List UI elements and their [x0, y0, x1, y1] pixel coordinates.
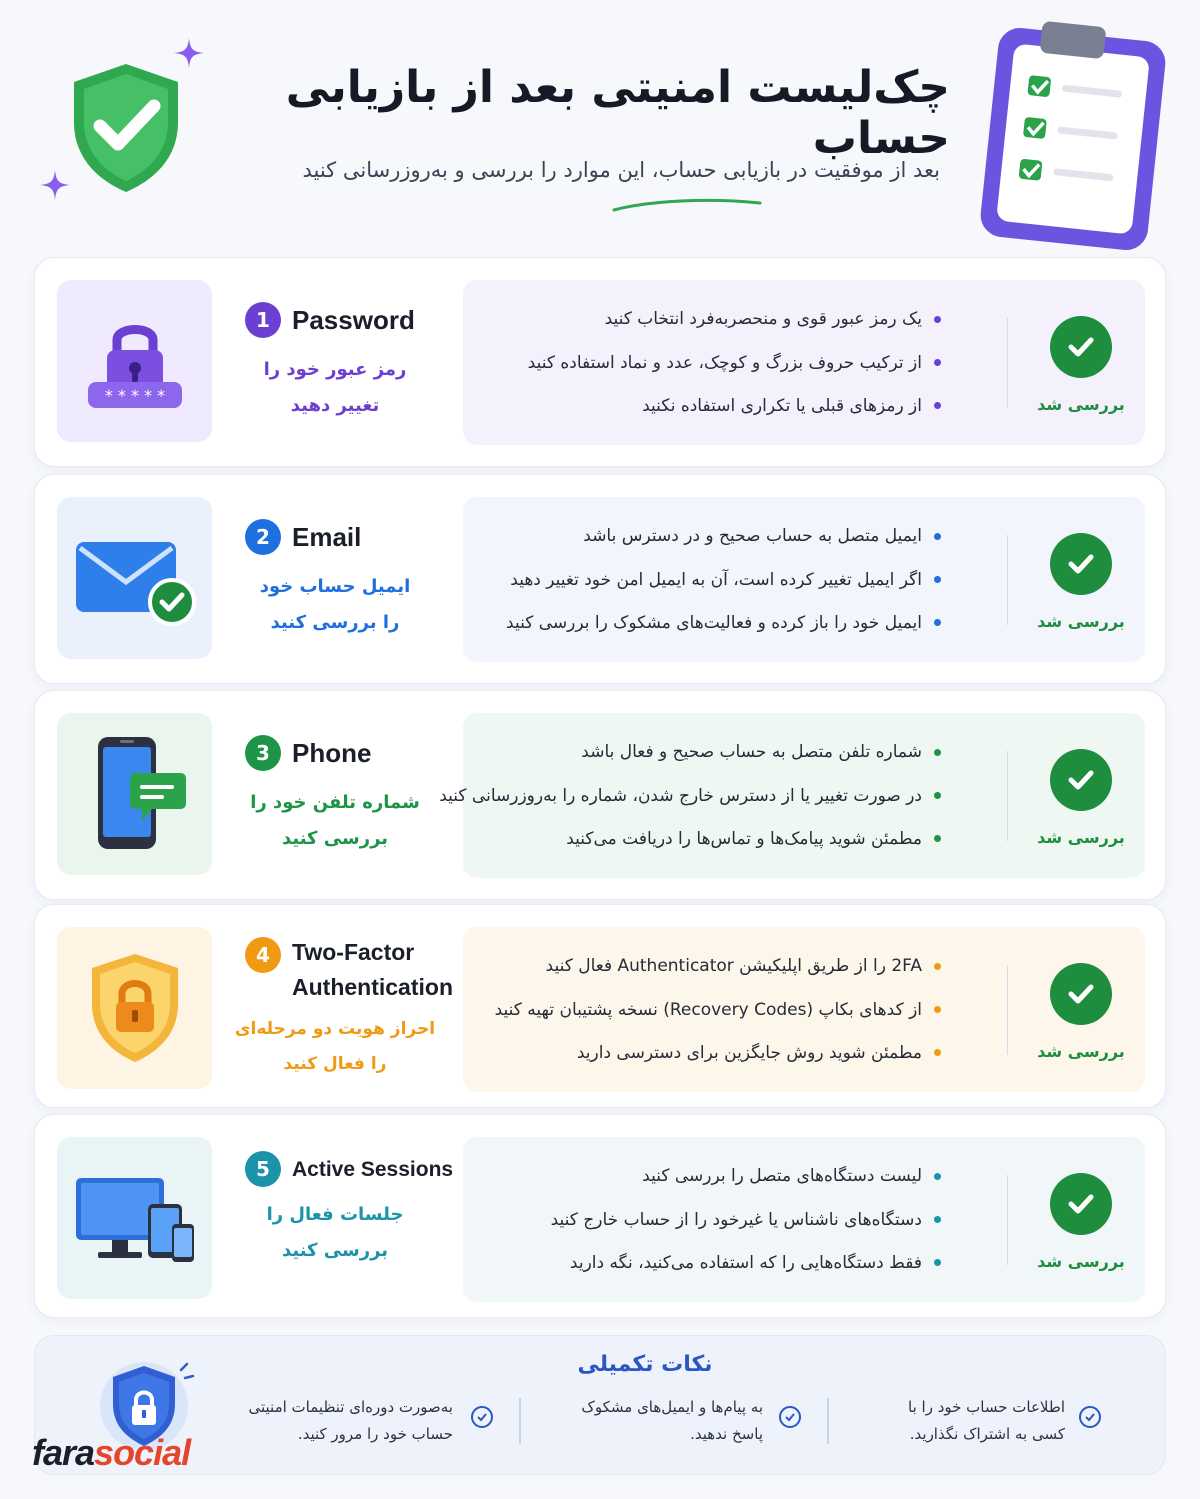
phone-icon-tile: [57, 713, 212, 875]
details-panel: [463, 927, 1145, 1092]
devices-icon: [70, 1168, 200, 1268]
bullet-list: [506, 497, 941, 662]
details-panel: [439, 713, 1145, 878]
tip-item: به‌صورت دوره‌ای تنظیمات امنیتی حساب خود را مرور کنید.: [248, 1398, 453, 1443]
details-panel: [463, 1137, 1145, 1302]
bullet-dot: [934, 1173, 941, 1180]
status-label: بررسی شد: [1037, 612, 1125, 631]
bullet-dot: [934, 316, 941, 323]
item-subtitle-line1: جلسات فعال را: [266, 1204, 404, 1225]
bullet-dot: [934, 576, 941, 583]
tip-item: به پیام‌ها و ایمیل‌های مشکوک پاسخ ندهید.: [581, 1398, 763, 1443]
item-subtitle-line1: رمز عبور خود را: [263, 359, 407, 380]
bullet-item: اگر ایمیل تغییر کرده است، آن به ایمیل امن خود تغییر دهید: [506, 570, 941, 590]
divider: [1007, 535, 1008, 625]
2fa-icon-tile: [57, 927, 212, 1089]
step-number-badge: 3: [245, 735, 281, 771]
bullet-dot: [934, 1049, 941, 1056]
item-subtitle-line1: احراز هویت دو مرحله‌ای: [234, 1019, 436, 1039]
item-subtitle-line2: را فعال کنید: [283, 1054, 387, 1074]
bullet-dot: [934, 792, 941, 799]
divider: [1007, 751, 1008, 841]
checklist-card-sessions: [34, 1114, 1166, 1318]
checkmark-icon: [1050, 1173, 1112, 1235]
bullet-item: ایمیل متصل به حساب صحیح و در دسترس باشد: [506, 526, 941, 546]
clipboard-checklist-icon: [975, 14, 1175, 250]
tip-item: اطلاعات حساب خود را با کسی به اشتراک نگذارید.: [908, 1398, 1065, 1443]
details-panel: [463, 280, 1145, 445]
bullet-dot: [934, 619, 941, 626]
bullet-item: مطمئن شوید روش جایگزین برای دسترسی دارید: [495, 1043, 941, 1063]
bullet-list: [551, 1137, 941, 1302]
item-subtitle-line1: ایمیل حساب خود: [259, 576, 411, 597]
status-label: بررسی شد: [1037, 1252, 1125, 1271]
bullet-dot: [934, 359, 941, 366]
check-circle-icon: [471, 1406, 493, 1428]
bullet-item: ایمیل خود را باز کرده و فعالیت‌های مشکوک را بررسی کنید: [506, 613, 941, 633]
divider: [1007, 1175, 1008, 1265]
page-subtitle: بعد از موفقیت در بازیابی حساب، این موارد را بررسی و به‌روزرسانی کنید: [302, 158, 940, 182]
email-icon-tile: [57, 497, 212, 659]
checklist-card-phone: [34, 690, 1166, 900]
envelope-check-icon: [70, 528, 200, 628]
phone-message-icon: [80, 729, 190, 859]
item-subtitle-line1: شماره تلفن خود را: [250, 792, 420, 813]
item-subtitle-line2: تغییر دهید: [290, 395, 380, 416]
bullet-item: یک رمز عبور قوی و منحصربه‌فرد انتخاب کنید: [528, 309, 941, 329]
bullet-dot: [934, 749, 941, 756]
password-icon-tile: [57, 280, 212, 442]
bullet-dot: [934, 1216, 941, 1223]
extra-tips-box: [34, 1335, 1166, 1475]
bullet-dot: [934, 1006, 941, 1013]
bullet-item: شماره تلفن متصل به حساب صحیح و فعال باشد: [439, 742, 941, 762]
checkmark-icon: [1050, 316, 1112, 378]
details-panel: [463, 497, 1145, 662]
checkmark-icon: [1050, 533, 1112, 595]
bullet-item: از رمزهای قبلی یا تکراری استفاده نکنید: [528, 396, 941, 416]
subtitle-underline: [612, 194, 762, 214]
check-circle-icon: [1079, 1406, 1101, 1428]
divider: [1007, 318, 1008, 408]
step-number-badge: 5: [245, 1151, 281, 1187]
shield-lock-icon: [80, 948, 190, 1068]
bullet-item: دستگاه‌های ناشناس یا غیرخود را از حساب خارج کنید: [551, 1210, 941, 1230]
bullet-item: از ترکیب حروف بزرگ و کوچک، عدد و نماد استفاده کنید: [528, 353, 941, 373]
item-title: Phone: [292, 738, 372, 768]
checkmark-icon: [1050, 963, 1112, 1025]
bullet-item: فقط دستگاه‌هایی را که استفاده می‌کنید، نگه دارید: [551, 1253, 941, 1273]
tip-divider: [827, 1398, 829, 1444]
item-title-line2: Authentication: [292, 974, 453, 1000]
checklist-card-password: [34, 257, 1166, 467]
item-subtitle-line2: بررسی کنید: [281, 1240, 389, 1261]
item-title-line1: Two-Factor: [292, 939, 415, 965]
bullet-dot: [934, 835, 941, 842]
tips-title: نکات تکمیلی: [577, 1352, 713, 1377]
item-subtitle-line2: بررسی کنید: [281, 828, 389, 849]
checklist-card-email: [34, 474, 1166, 684]
bullet-dot: [934, 533, 941, 540]
divider: [1007, 965, 1008, 1055]
tip-divider: [519, 1398, 521, 1444]
bullet-dot: [934, 402, 941, 409]
padlock-password-icon: [80, 306, 190, 416]
checklist-card-2fa: [34, 904, 1166, 1108]
page-title: چک‌لیست امنیتی بعد از بازیابی حساب: [285, 62, 950, 164]
item-subtitle-line2: را بررسی کنید: [270, 612, 400, 633]
bullet-dot: [934, 963, 941, 970]
step-number-badge: 4: [245, 937, 281, 973]
bullet-list: [439, 713, 941, 878]
bullet-dot: [934, 1259, 941, 1266]
brand-logo: farasocial: [32, 1432, 191, 1473]
status-label: بررسی شد: [1037, 395, 1125, 414]
bullet-item: 2FA را از طریق اپلیکیشن Authenticator فعال کنید: [495, 956, 941, 976]
item-title: Email: [292, 522, 362, 552]
item-title: Password: [292, 305, 415, 335]
bullet-item: لیست دستگاه‌های متصل را بررسی کنید: [551, 1166, 941, 1186]
bullet-list: [495, 927, 941, 1092]
sessions-icon-tile: [57, 1137, 212, 1299]
item-title: Active Sessions: [292, 1158, 454, 1181]
step-number-badge: 2: [245, 519, 281, 555]
svg-text:* * * * *: * * * * *: [104, 386, 165, 405]
checkmark-icon: [1050, 749, 1112, 811]
bullet-item: در صورت تغییر یا از دسترس خارج شدن، شماره را به‌روزرسانی کنید: [439, 786, 941, 806]
step-number-badge: 1: [245, 302, 281, 338]
status-label: بررسی شد: [1037, 1042, 1125, 1061]
check-circle-icon: [779, 1406, 801, 1428]
bullet-list: [528, 280, 941, 445]
status-label: بررسی شد: [1037, 828, 1125, 847]
bullet-item: مطمئن شوید پیامک‌ها و تماس‌ها را دریافت می‌کنید: [439, 829, 941, 849]
bullet-item: از کدهای بکاپ (Recovery Codes) نسخه پشتیبان تهیه کنید: [495, 1000, 941, 1020]
